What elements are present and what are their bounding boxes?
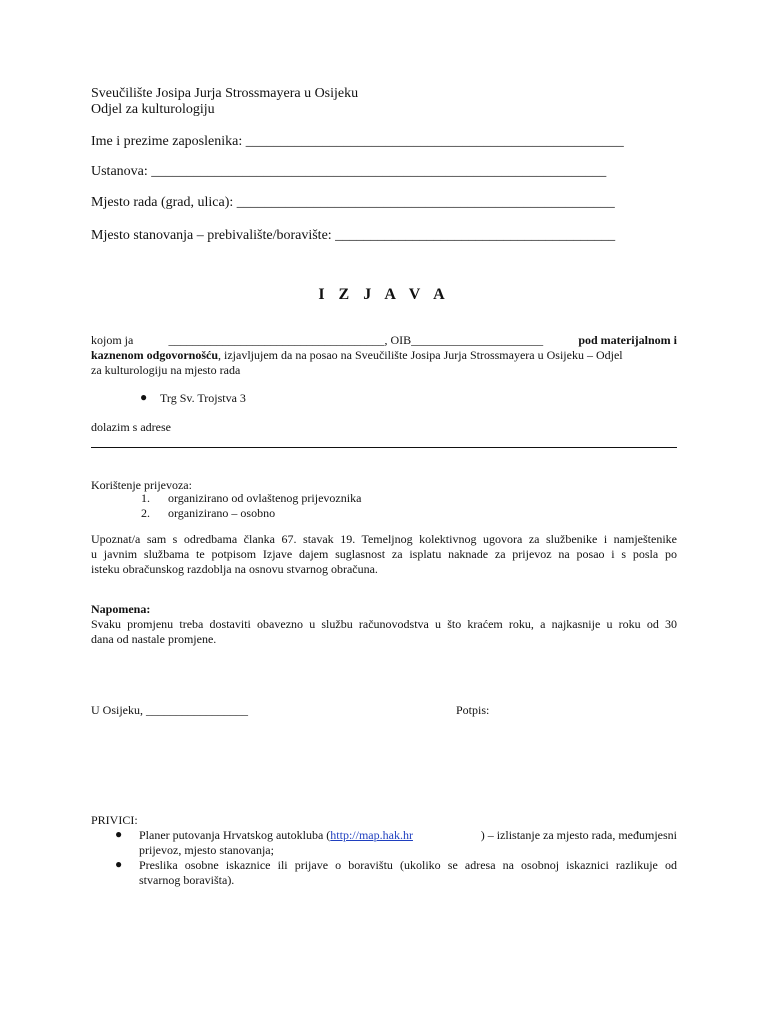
- statement-line-2: [91, 348, 623, 363]
- consent-line-2: u javnim službama te potpisom Izjave dajem suglasnost za isplatu naknade za prijevoz na posao i s posla po: [91, 547, 677, 561]
- work-place-field: Mjesto rada (grad, ulica): ______________________________________________________: [91, 195, 615, 210]
- attachment-1-post: ) – izlistanje za mjesto rada, međumjesni: [480, 828, 677, 842]
- location-item: Trg Sv. Trojstva 3: [160, 391, 246, 405]
- attachment-item-2-line-2: stvarnog boravišta).: [139, 873, 235, 887]
- hak-map-link[interactable]: http://map.hak.hr: [330, 828, 413, 842]
- transport-option-1-num: 1.: [141, 491, 150, 505]
- statement-line-1: [91, 333, 677, 348]
- bullet-icon: ●: [115, 857, 123, 871]
- statement-line-3: za kulturologiju na mjesto rada: [91, 363, 241, 377]
- note-label: Napomena:: [91, 602, 151, 616]
- place-date-field: U Osijeku, _________________: [91, 703, 248, 717]
- statement-bold-2: kaznenom odgovornošću: [91, 348, 219, 362]
- department-name: Odjel za kulturologiju: [91, 102, 215, 117]
- signature-label: Potpis:: [456, 703, 490, 717]
- note-line-2: dana od nastale promjene.: [91, 632, 217, 646]
- statement-start: kojom ja: [91, 333, 134, 347]
- transport-option-1: organizirano od ovlaštenog prijevoznika: [168, 491, 362, 505]
- consent-line-1: Upoznat/a sam s odredbama članka 67. stavak 19. Temeljnog kolektivnog ugovora za službenike i namještenike: [91, 532, 677, 546]
- statement-blanks: ____________________________________, OIB______________________: [168, 333, 544, 347]
- note-line-1: Svaku promjenu treba dostaviti obavezno u službu računovodstva u što kraćem roku, a najkasnije u roku od 30: [91, 617, 677, 631]
- attachment-item-1-line-2: prijevoz, mjesto stanovanja;: [139, 843, 274, 857]
- address-line: [91, 447, 677, 448]
- transport-label: Korištenje prijevoza:: [91, 478, 192, 492]
- institution-field: Ustanova: _________________________________________________________________: [91, 164, 607, 179]
- residence-field: Mjesto stanovanja – prebivalište/boravište: ________________________________________: [91, 228, 616, 243]
- attachment-item-1-line-1: [139, 828, 677, 843]
- from-address-label: dolazim s adrese: [91, 420, 171, 434]
- statement-bold-1: pod materijalnom i: [578, 333, 677, 347]
- university-name: Sveučilište Josipa Jurja Strossmayera u Osijeku: [91, 86, 359, 101]
- attachment-1-pre: Planer putovanja Hrvatskog autokluba (http://map.hak.hr: [139, 828, 413, 842]
- attachments-label: PRIVICI:: [91, 813, 138, 827]
- transport-option-2-num: 2.: [141, 506, 150, 520]
- transport-option-2: organizirano – osobno: [168, 506, 276, 520]
- employee-name-field: Ime i prezime zaposlenika: ______________________________________________________: [91, 134, 624, 149]
- statement-line-2-rest: , izjavljujem da na posao na Sveučilište Josipa Jurja Strossmayera u Osijeku – Odjel: [218, 348, 623, 362]
- bullet-icon: ●: [140, 390, 148, 404]
- attachment-item-2-line-1: Preslika osobne iskaznice ili prijave o boravištu (ukoliko se adresa na osobnoj iskaznici razlikuje od: [139, 858, 677, 872]
- document-title: I Z J A V A: [318, 286, 450, 303]
- consent-line-3: isteku obračunskog razdoblja na osnovu stvarnog obračuna.: [91, 562, 378, 576]
- bullet-icon: ●: [115, 827, 123, 841]
